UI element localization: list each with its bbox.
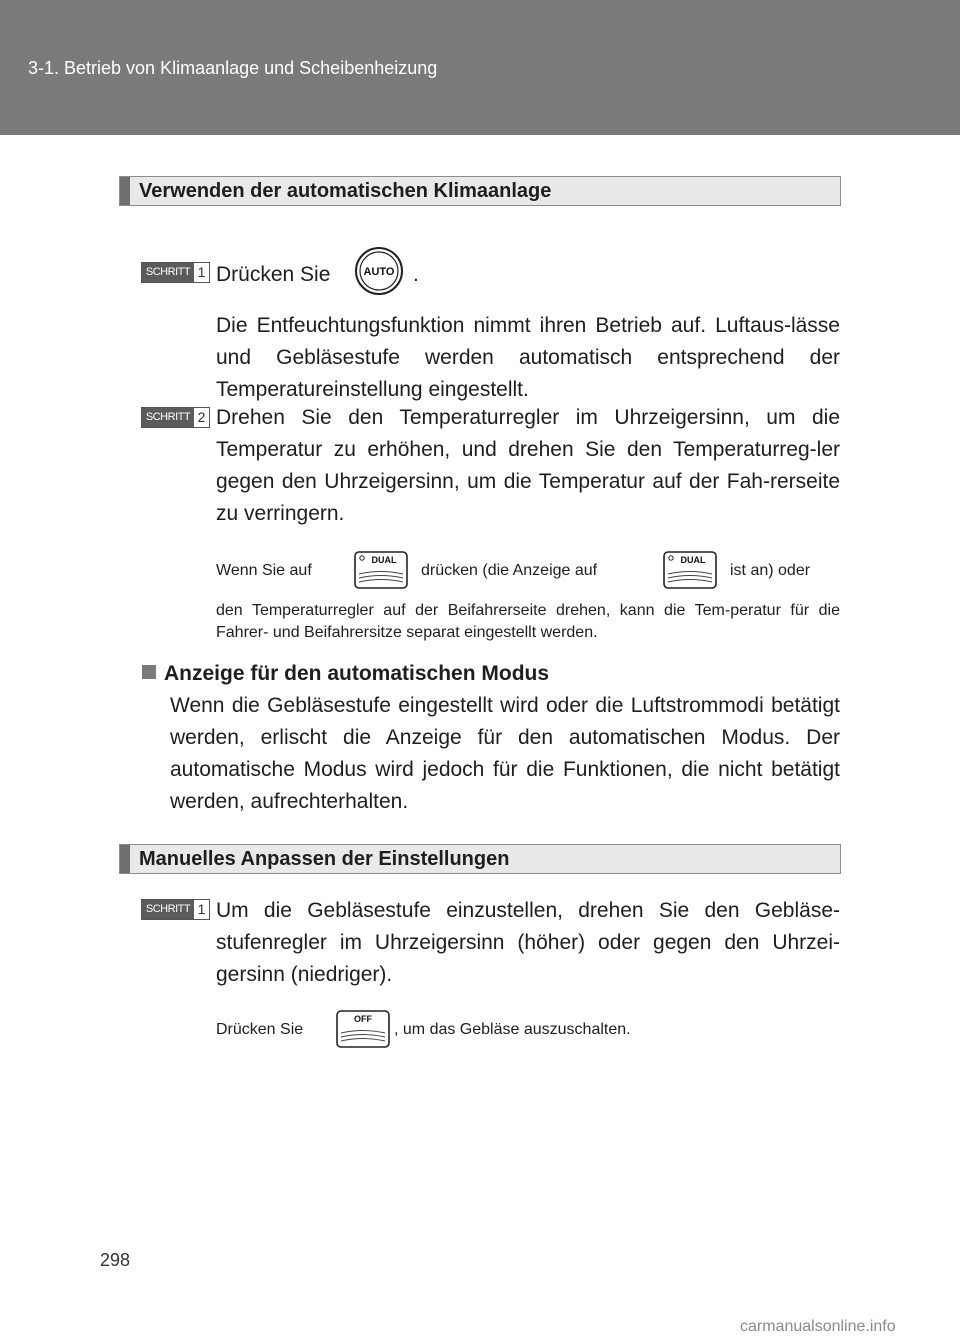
step-badge-2	[141, 407, 210, 428]
heading-accent-bar	[120, 845, 130, 873]
page-number: 298	[100, 1250, 131, 1270]
dual-icon-label: DUAL	[680, 555, 706, 565]
step-badge-number: 1	[197, 901, 206, 917]
auto-mode-subheading	[142, 662, 549, 686]
section-heading-text: Verwenden der automatischen Klimaanlage	[139, 180, 552, 202]
off-icon-label: OFF	[354, 1014, 372, 1024]
step-badge-number: 2	[197, 409, 206, 425]
auto-icon-label: AUTO	[363, 266, 395, 278]
square-bullet-icon	[142, 665, 156, 679]
step-text-press: Drücken Sie	[216, 263, 331, 286]
section-heading-manual	[119, 844, 841, 874]
heading-accent-bar	[120, 177, 130, 205]
step-badge-number: 1	[197, 264, 206, 280]
step-badge-1	[141, 899, 210, 920]
step-badge-label: SCHRITT	[142, 900, 194, 919]
manual-step1-text: Um die Gebläsestufe einzustellen, drehen Sie den Gebläse-stufenregler im Uhrzeigersinn (höher) oder gegen den Uhrzei-gersinn (niedriger).	[216, 899, 840, 986]
section-heading-automatic	[119, 176, 841, 206]
step-badge-1	[141, 262, 210, 283]
section-breadcrumb: 3-1. Betrieb von Klimaanlage und Scheibenheizung	[28, 58, 438, 78]
step1-description: Die Entfeuchtungsfunktion nimmt ihren Betrieb auf. Luftaus-lässe und Gebläsestufe werden automatisch entsprechend der Temperatureinstellung eingestellt.	[216, 314, 840, 401]
note-part1: Wenn Sie auf	[216, 562, 312, 579]
step2-text: Drehen Sie den Temperaturregler im Uhrzeigersinn, um die Temperatur zu erhöhen, und drehen Sie den Temperaturreg-ler gegen den Uhrzeigersinn, um die Temperatur auf der Fah-rerseite zu verringern.	[216, 406, 840, 525]
note-rest: den Temperaturregler auf der Beifahrerseite drehen, kann die Tem-peratur für die Fahrer- und Beifahrersitze separat eingestellt werden.	[216, 602, 840, 641]
dual-button-icon	[663, 551, 717, 589]
off-note-part1: Drücken Sie	[216, 1021, 304, 1038]
step-text-period: .	[413, 263, 419, 286]
step-badge-label: SCHRITT	[142, 408, 194, 427]
off-button-icon	[336, 1010, 390, 1048]
dual-icon-label: DUAL	[371, 555, 397, 565]
dual-button-icon	[354, 551, 408, 589]
auto-mode-title: Anzeige für den automatischen Modus	[164, 662, 550, 685]
auto-button-icon	[354, 246, 404, 296]
note-part2: drücken (die Anzeige auf	[421, 562, 598, 579]
step-badge-label: SCHRITT	[142, 263, 194, 282]
off-note-part2: , um das Gebläse auszuschalten.	[394, 1021, 631, 1038]
auto-mode-text: Wenn die Gebläsestufe eingestellt wird oder die Luftstrommodi betätigt werden, erlischt die Anzeige für den automatischen Modus. Der automatische Modus wird jedoch für die Funktionen, die nicht betätigt werden, aufrechterhalten.	[170, 694, 840, 813]
page-header-bar	[0, 0, 960, 135]
watermark: carmanualsonline.info	[740, 1318, 896, 1335]
section-heading-text: Manuelles Anpassen der Einstellungen	[139, 848, 510, 870]
note-part3: ist an) oder	[730, 562, 811, 579]
